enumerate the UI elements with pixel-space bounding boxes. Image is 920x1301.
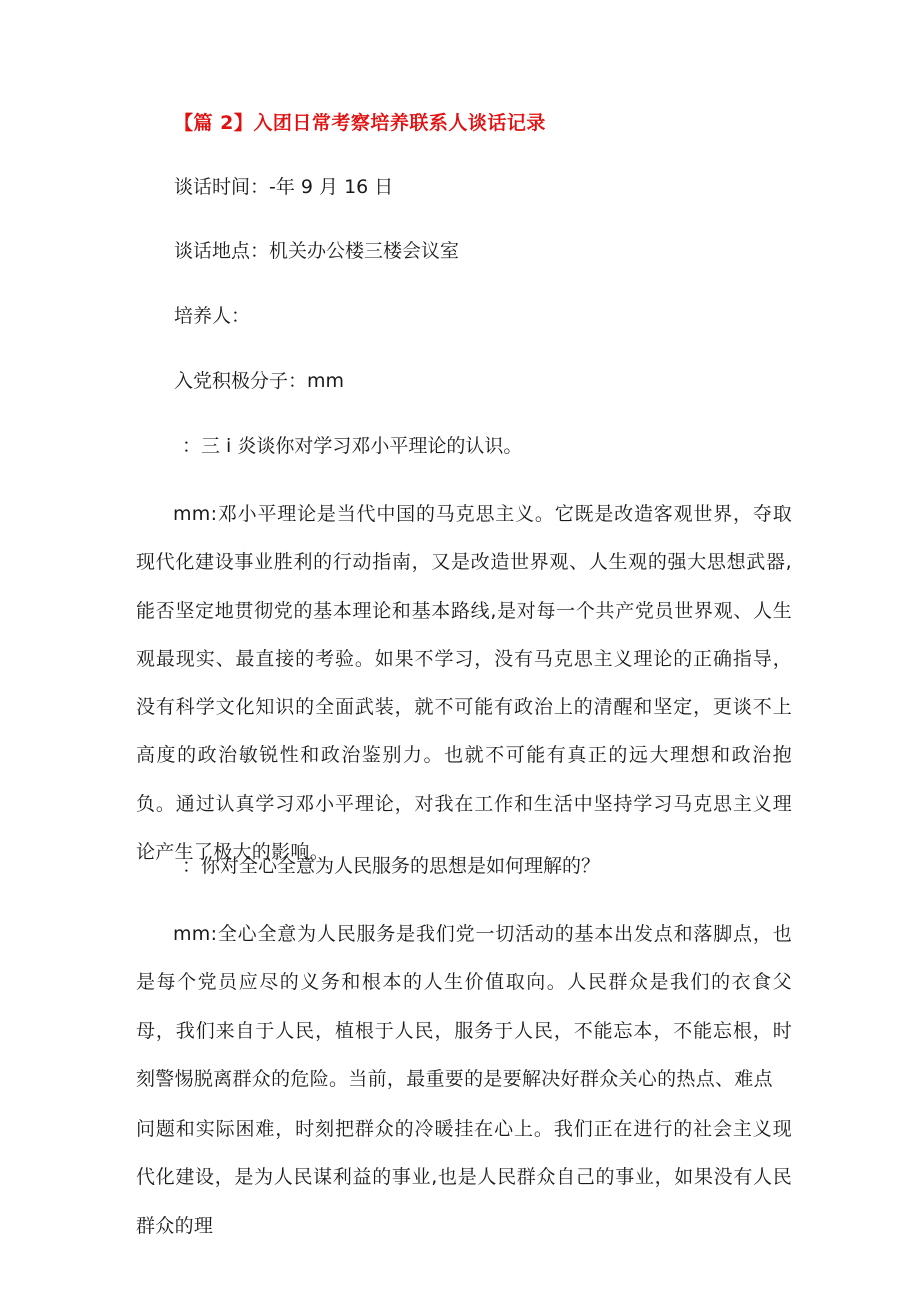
answer-2-part-1: mm:全心全意为人民服务是我们党一切活动的基本出发点和落脚点，也是每个党员应尽的义务和根本的人生价值取向。人民群众是我们的衣食父母，我们来自于人民，植根于人民，服务于人民，不能忘本，不能忘根，时刻警惕脱离群众的危险。当前，最重要的是要解决好群众关心的热点、难点 — [136, 923, 792, 1090]
document-title: 【篇 2】入团日常考察培养联系人谈话记录 — [174, 112, 546, 134]
answer-2-part-2: 问题和实际困难，时刻把群众的冷暖挂在心上。我们正在进行的社会主义现代化建设，是为人民谋利益的事业,也是人民群众自己的事业，如果没有人民群众的理 — [136, 1118, 792, 1237]
answer-1: mm:邓小平理论是当代中国的马克思主义。它既是改造客观世界，夺取现代化建设事业胜利的行动指南，又是改造世界观、人生观的强大思想武器,能否坚定地贯彻党的基本理论和基本路线,是对每一个共产党员世界观、人生观最现实、最直接的考验。如果不学习，没有马克思主义理论的正确指导，没有科学文化知识的全面武装，就不可能有政治上的清醒和坚定，更谈不上高度的政治敏锐性和政治鉴别力。也就不可能有真正的远大理想和政治抱负。通过认真学习邓小平理论，对我在工作和生活中坚持学习马克思主义理论产生了极大的影响。 — [136, 503, 792, 864]
meta-activist: 入党积极分子：mm — [174, 370, 345, 392]
meta-trainer: 培养人： — [174, 305, 251, 327]
meta-time: 谈话时间：-年 9 月 16 日 — [174, 176, 394, 198]
question-1: ：三 i 炎谈你对学习邓小平理论的认识。 — [182, 435, 523, 457]
meta-place: 谈话地点：机关办公楼三楼会议室 — [174, 240, 460, 262]
question-2: ：你对全心全意为人民服务的思想是如何理解的？ — [182, 855, 601, 877]
